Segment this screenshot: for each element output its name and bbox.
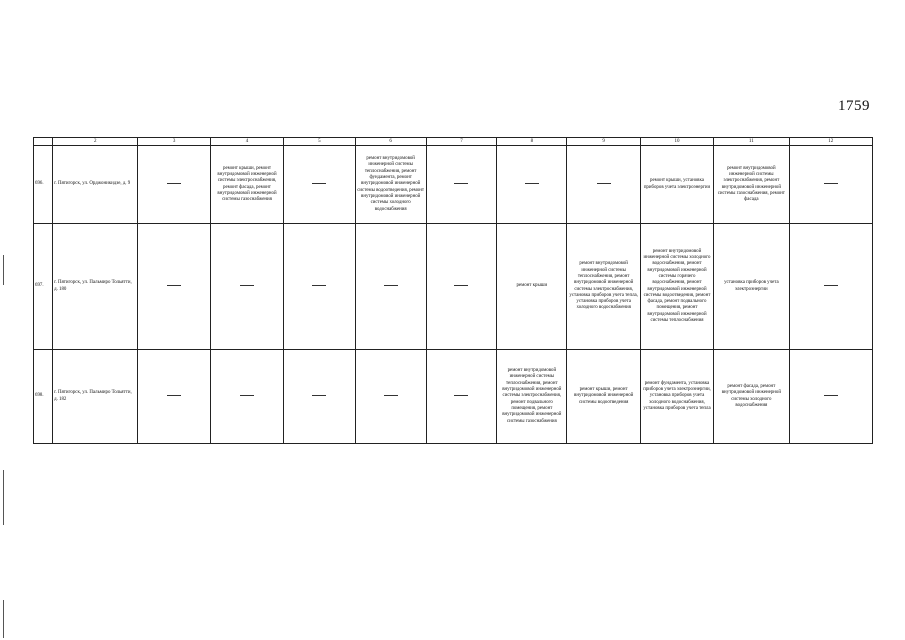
work-cell: ремонт крыши xyxy=(497,224,567,350)
column-header: 11 xyxy=(714,138,789,146)
scan-edge-mark xyxy=(3,470,4,525)
table-row xyxy=(34,350,873,444)
empty-cell xyxy=(138,146,210,224)
dash-mark xyxy=(384,395,398,396)
work-cell: ремонт фундамента, установка приборов учета электроэнергии, установка приборов учета холодного водоснабжения, установка приборов учета тепла xyxy=(640,350,713,444)
row-index: 696. xyxy=(34,146,53,224)
column-header: 2 xyxy=(53,138,138,146)
empty-cell xyxy=(426,350,496,444)
scan-edge-mark xyxy=(3,255,4,285)
dash-mark xyxy=(597,183,611,184)
dash-mark xyxy=(454,285,468,286)
column-number-row xyxy=(34,138,873,146)
dash-mark xyxy=(824,183,838,184)
empty-cell xyxy=(284,350,355,444)
work-cell: установка приборов учета электроэнергии xyxy=(714,224,789,350)
work-cell: ремонт фасада, ремонт внутридомовой инженерной системы холодного водоснабжения xyxy=(714,350,789,444)
dash-mark xyxy=(454,395,468,396)
dash-mark xyxy=(525,183,539,184)
row-index: 698. xyxy=(34,350,53,444)
empty-cell xyxy=(497,146,567,224)
dash-mark xyxy=(240,395,254,396)
address-cell: г. Пятигорск, ул. Пальмиро Тольятти, д. 180 xyxy=(53,224,138,350)
column-header: 8 xyxy=(497,138,567,146)
work-cell: ремонт крыши, ремонт внутридомовой инженерной системы водоотведения xyxy=(567,350,640,444)
dash-mark xyxy=(167,183,181,184)
dash-mark xyxy=(384,285,398,286)
empty-cell xyxy=(138,350,210,444)
empty-cell xyxy=(567,146,640,224)
empty-cell xyxy=(355,224,426,350)
column-header: 9 xyxy=(567,138,640,146)
empty-cell xyxy=(355,350,426,444)
row-index: 697. xyxy=(34,224,53,350)
dash-mark xyxy=(312,183,326,184)
scan-edge-mark xyxy=(3,600,4,638)
empty-cell xyxy=(789,350,872,444)
table-row xyxy=(34,146,873,224)
column-header: 3 xyxy=(138,138,210,146)
column-header: 10 xyxy=(640,138,713,146)
column-header: 4 xyxy=(210,138,283,146)
empty-cell xyxy=(210,224,283,350)
dash-mark xyxy=(824,285,838,286)
repair-schedule-table xyxy=(33,137,873,444)
column-header: 6 xyxy=(355,138,426,146)
empty-cell xyxy=(789,146,872,224)
column-header xyxy=(34,138,53,146)
dash-mark xyxy=(167,395,181,396)
page-number: 1759 xyxy=(838,98,870,114)
work-cell: ремонт крыши, ремонт внутридомовой инженерной системы электроснабжения, ремонт фасада, ремонт внутридомовой инженерной системы газоснабжения xyxy=(210,146,283,224)
dash-mark xyxy=(312,285,326,286)
dash-mark xyxy=(312,395,326,396)
work-cell: ремонт внутридомовой инженерной системы теплоснабжения, ремонт внутридомовой инженерной системы электроснабжения, установка приборов учета тепла, установка приборов учета холодного водоснабжения xyxy=(567,224,640,350)
empty-cell xyxy=(284,146,355,224)
empty-cell xyxy=(138,224,210,350)
empty-cell xyxy=(789,224,872,350)
work-cell: ремонт внутридомовой инженерной системы теплоснабжения, ремонт фундамента, ремонт внутридомовой инженерной системы водоотведения, ремонт внутридомовой инженерной системы холодного водоснабжения xyxy=(355,146,426,224)
address-cell: г. Пятигорск, ул. Пальмиро Тольятти, д. 182 xyxy=(53,350,138,444)
table-row xyxy=(34,224,873,350)
dash-mark xyxy=(240,285,254,286)
dash-mark xyxy=(454,183,468,184)
work-cell: ремонт крыши, установка приборов учета электроэнергии xyxy=(640,146,713,224)
empty-cell xyxy=(426,224,496,350)
empty-cell xyxy=(284,224,355,350)
address-cell: г. Пятигорск, ул. Орджоникидзе, д. 9 xyxy=(53,146,138,224)
column-header: 12 xyxy=(789,138,872,146)
dash-mark xyxy=(167,285,181,286)
work-cell: ремонт внутридомовой инженерной системы электроснабжения, ремонт внутридомовой инженерной системы газоснабжения, ремонт фасада xyxy=(714,146,789,224)
dash-mark xyxy=(824,395,838,396)
empty-cell xyxy=(210,350,283,444)
work-cell: ремонт внутридомовой инженерной системы теплоснабжения, ремонт внутридомовой инженерной системы электроснабжения, ремонт подвального помещения, ремонт внутридомовой инженерной системы газоснабжения xyxy=(497,350,567,444)
empty-cell xyxy=(426,146,496,224)
column-header: 5 xyxy=(284,138,355,146)
column-header: 7 xyxy=(426,138,496,146)
work-cell: ремонт внутридомовой инженерной системы холодного водоснабжения, ремонт внутридомовой инженерной системы горячего водоснабжения, ремонт внутридомовой инженерной системы водоотведения, ремонт фасада, ремонт подвального помещения, ремонт внутридомовой инженерной системы теплоснабжения xyxy=(640,224,713,350)
